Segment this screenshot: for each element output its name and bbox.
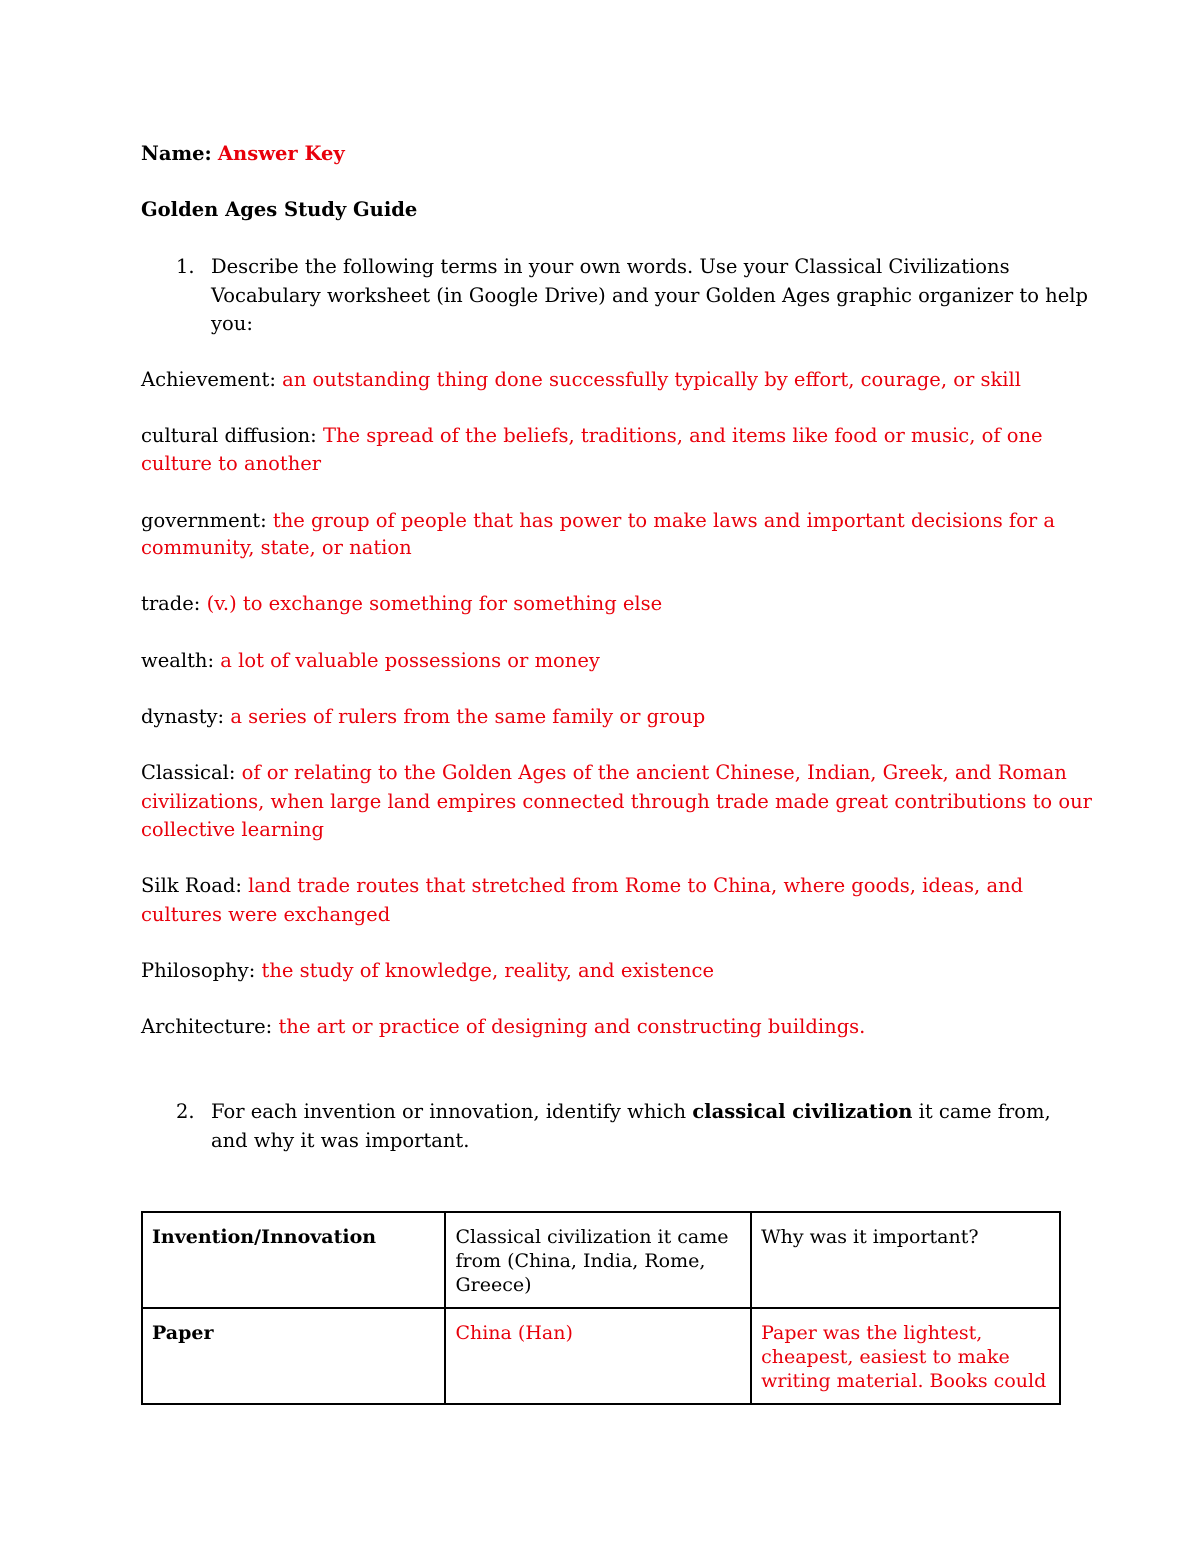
term-silk-road xyxy=(141,872,1023,900)
term-definition-continued: cultures were exchanged xyxy=(141,903,391,926)
inventions-table xyxy=(141,1211,1061,1405)
question-2-line-2: and why it was important. xyxy=(211,1129,470,1152)
term-label: cultural diffusion: xyxy=(141,424,317,447)
cell-text: writing material. Books could xyxy=(761,1370,1047,1392)
term-definition-continued: community, state, or nation xyxy=(141,536,412,559)
term-definition: The spread of the beliefs, traditions, and items like food or music, of one xyxy=(322,424,1043,447)
question-2-line-1 xyxy=(211,1098,1051,1126)
term-definition: an outstanding thing done successfully typically by effort, courage, or skill xyxy=(282,368,1022,391)
table-header-row xyxy=(142,1212,1060,1308)
term-label: Architecture: xyxy=(141,1015,273,1038)
term-label: Philosophy: xyxy=(141,959,256,982)
header-text: Classical civilization it came xyxy=(455,1226,729,1248)
term-label: Silk Road: xyxy=(141,874,242,897)
cell-text: Paper xyxy=(152,1322,214,1344)
header-text: Greece) xyxy=(455,1274,532,1296)
term-achievement xyxy=(141,366,1021,394)
header-text: Why was it important? xyxy=(761,1226,979,1248)
cell-text: China (Han) xyxy=(455,1322,573,1344)
term-definition: the study of knowledge, reality, and existence xyxy=(261,959,715,982)
header-text: from (China, India, Rome, xyxy=(455,1250,706,1272)
question-2-text-end: it came from, xyxy=(912,1100,1051,1123)
question-2-text: For each invention or innovation, identify which xyxy=(211,1100,693,1123)
term-label: dynasty: xyxy=(141,705,225,728)
header-importance xyxy=(751,1212,1060,1308)
cell-invention xyxy=(142,1308,445,1404)
term-philosophy xyxy=(141,957,714,985)
header-text: Invention/Innovation xyxy=(152,1226,377,1248)
header-invention xyxy=(142,1212,445,1308)
term-definition: of or relating to the Golden Ages of the ancient Chinese, Indian, Greek, and Roman xyxy=(241,761,1067,784)
cell-civilization xyxy=(445,1308,751,1404)
term-cultural-diffusion xyxy=(141,422,1043,450)
term-label: Classical: xyxy=(141,761,236,784)
question-1-line-2: Vocabulary worksheet (in Google Drive) and your Golden Ages graphic organizer to help xyxy=(211,284,1089,307)
term-definition: the art or practice of designing and constructing buildings. xyxy=(278,1015,866,1038)
question-1-line-1: Describe the following terms in your own words. Use your Classical Civilizations xyxy=(211,255,1010,278)
term-definition: a lot of valuable possessions or money xyxy=(220,649,600,672)
term-definition: the group of people that has power to make laws and important decisions for a xyxy=(272,509,1056,532)
term-definition: land trade routes that stretched from Rome to China, where goods, ideas, and xyxy=(248,874,1024,897)
term-definition: a series of rulers from the same family or group xyxy=(230,705,706,728)
question-1-number: 1. xyxy=(176,255,195,278)
term-architecture xyxy=(141,1013,865,1041)
term-government xyxy=(141,507,1055,535)
name-label: Name: xyxy=(141,142,212,165)
term-wealth xyxy=(141,647,600,675)
term-classical xyxy=(141,759,1067,787)
question-2-number: 2. xyxy=(176,1100,195,1123)
term-definition-continued: culture to another xyxy=(141,452,322,475)
term-definition: (v.) to exchange something for something else xyxy=(206,592,663,615)
name-value: Answer Key xyxy=(217,142,345,165)
term-dynasty xyxy=(141,703,705,731)
term-label: government: xyxy=(141,509,267,532)
term-definition-continued: collective learning xyxy=(141,818,324,841)
cell-text: cheapest, easiest to make xyxy=(761,1346,1010,1368)
page-title: Golden Ages Study Guide xyxy=(141,198,418,221)
header-civilization xyxy=(445,1212,751,1308)
question-2-emphasis: classical civilization xyxy=(692,1100,913,1123)
name-line xyxy=(141,140,345,168)
term-label: Achievement: xyxy=(141,368,276,391)
term-label: trade: xyxy=(141,592,201,615)
question-1-line-3: you: xyxy=(211,312,253,335)
cell-text: Paper was the lightest, xyxy=(761,1322,983,1344)
term-definition-continued: civilizations, when large land empires connected through trade made great contributions to our xyxy=(141,790,1092,813)
table-row xyxy=(142,1308,1060,1404)
term-trade xyxy=(141,590,662,618)
cell-importance xyxy=(751,1308,1060,1404)
term-label: wealth: xyxy=(141,649,215,672)
